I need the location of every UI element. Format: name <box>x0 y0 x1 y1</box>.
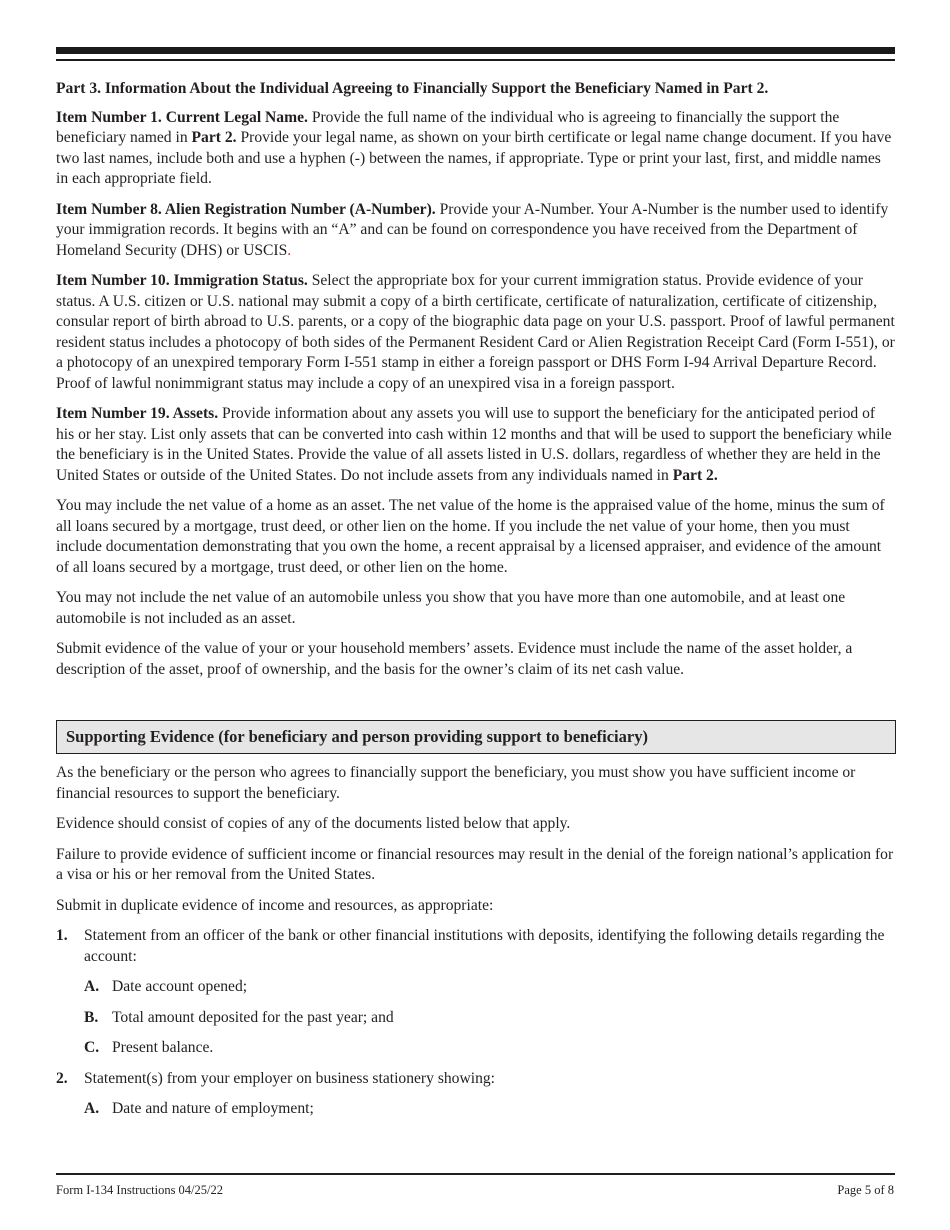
item-8-text: Provide your A-Number. Your A-Number is the number used to identify your immigration records. It begins with an “A” and can be found on correspondence you have received from the Department of Homeland Security (DHS) or USCIS <box>56 200 889 259</box>
item-10-paragraph <box>56 271 896 394</box>
sub-list-letter: C. <box>84 1039 100 1056</box>
evidence-paragraph-3: Failure to provide evidence of sufficient income or financial resources may result in the denial of the foreign national’s application for a visa or his or her removal from the United States. <box>56 845 894 883</box>
item-19-part-ref: Part 2. <box>672 466 718 484</box>
item-8-paragraph <box>56 200 896 262</box>
sub-list-item <box>84 1038 896 1059</box>
item-1-text-a: Provide the full name of the individual who is agreeing to financially the support the beneficiary named in <box>56 108 840 146</box>
home-asset-paragraph: You may include the net value of a home as an asset. The net value of the home is the appraised value of the home, minus the sum of all loans secured by a mortgage, trust deed, or other lien on the home. If you include the net value of your home, then you must include documentation demonstrating that you own the home, a recent appraisal by a licensed appraiser, and evidence of the amount of all loans secured by a mortgage, trust deed, or other lien on the home. <box>56 497 885 576</box>
sub-list-text: Date and nature of employment; <box>112 1100 314 1117</box>
sub-list-letter: B. <box>84 1008 99 1026</box>
item-10-label: Item Number 10. Immigration Status. <box>56 272 308 289</box>
evidence-paragraph-4: Submit in duplicate evidence of income and resources, as appropriate: <box>56 896 494 914</box>
list-item <box>56 1069 896 1090</box>
sub-list-letter: A. <box>84 978 100 995</box>
submit-assets-paragraph: Submit evidence of the value of your or your household members’ assets. Evidence must include the name of the asset holder, a description of the asset, proof of ownership, and the basis for the owner’s claim of its net cash value. <box>56 640 853 678</box>
footer-page-number: Page 5 of 8 <box>837 1183 894 1197</box>
list-text: Statement from an officer of the bank or other financial institutions with deposits, identifying the following details regarding the account: <box>84 927 885 965</box>
sub-list-text: Present balance. <box>112 1039 214 1056</box>
item-1-paragraph <box>56 108 896 190</box>
list-item <box>56 926 896 967</box>
part3-heading: Part 3. Information About the Individual Agreeing to Financially Support the Beneficiary Named in Part 2. <box>56 80 769 97</box>
item-1-label: Item Number 1. Current Legal Name. <box>56 108 308 126</box>
supporting-evidence-heading: Supporting Evidence (for beneficiary and person providing support to beneficiary) <box>56 720 896 754</box>
item-19-text: Provide information about any assets you will use to support the beneficiary for the anticipated period of his or her stay. List only assets that can be converted into cash within 12 months and that will be used to support the beneficiary while the beneficiary is in the United States. Provide the value of all assets listed in U.S. dollars, regardless of whether they are held in the United States or outside of the United States. Do not include assets from any individuals named in <box>56 405 892 484</box>
sub-list-letter: A. <box>84 1100 100 1117</box>
item-8-period: . <box>287 241 292 259</box>
item-8-label: Item Number 8. Alien Registration Number (A-Number). <box>56 200 436 218</box>
list-number: 1. <box>56 927 68 944</box>
item-1-part-ref: Part 2. <box>191 129 237 146</box>
evidence-paragraph-1: As the beneficiary or the person who agrees to financially support the beneficiary, you must show you have sufficient income or financial resources to support the beneficiary. <box>56 764 856 802</box>
list-text: Statement(s) from your employer on business stationery showing: <box>84 1069 496 1087</box>
sub-list-item <box>84 977 896 998</box>
item-19-label: Item Number 19. Assets. <box>56 405 219 422</box>
header-rule-thick <box>56 47 895 54</box>
sub-list-text: Total amount deposited for the past year; and <box>112 1008 394 1026</box>
item-10-text: Select the appropriate box for your current immigration status. Provide evidence of your status. A U.S. citizen or U.S. national may submit a copy of a birth certificate, certificate of naturalization, certificate of citizenship, consular report of birth abroad to U.S. parents, or a copy of the biographic data page on your U.S. passport. Proof of lawful permanent resident status includes a photocopy of both sides of the Permanent Resident Card or Alien Registration Receipt Card (Form I-551), or a photocopy of an unexpired temporary Form I-551 stamp in either a foreign passport or DHS Form I-94 Arrival Departure Record. Proof of lawful nonimmigrant status may include a copy of an unexpired visa in a foreign passport. <box>56 272 895 392</box>
list-number: 2. <box>56 1069 68 1087</box>
item-1-text-b: Provide your legal name, as shown on your birth certificate or legal name change document. If you have two last names, include both and use a hyphen (-) between the names, if appropriate. Type or print your last, first, and middle names in each appropriate field. <box>56 129 892 187</box>
sub-list-item <box>84 1008 896 1029</box>
header-rule-thin <box>56 59 895 61</box>
evidence-paragraph-2: Evidence should consist of copies of any of the documents listed below that apply. <box>56 815 571 832</box>
footer-rule <box>56 1173 895 1175</box>
page-content <box>56 79 896 1130</box>
sub-list-text: Date account opened; <box>112 978 248 995</box>
sub-list-item <box>84 1099 896 1120</box>
automobile-paragraph: You may not include the net value of an automobile unless you show that you have more than one automobile, and at least one automobile is not included as an asset. <box>56 589 846 627</box>
footer-form-id: Form I-134 Instructions 04/25/22 <box>56 1183 224 1197</box>
item-19-paragraph <box>56 404 896 486</box>
